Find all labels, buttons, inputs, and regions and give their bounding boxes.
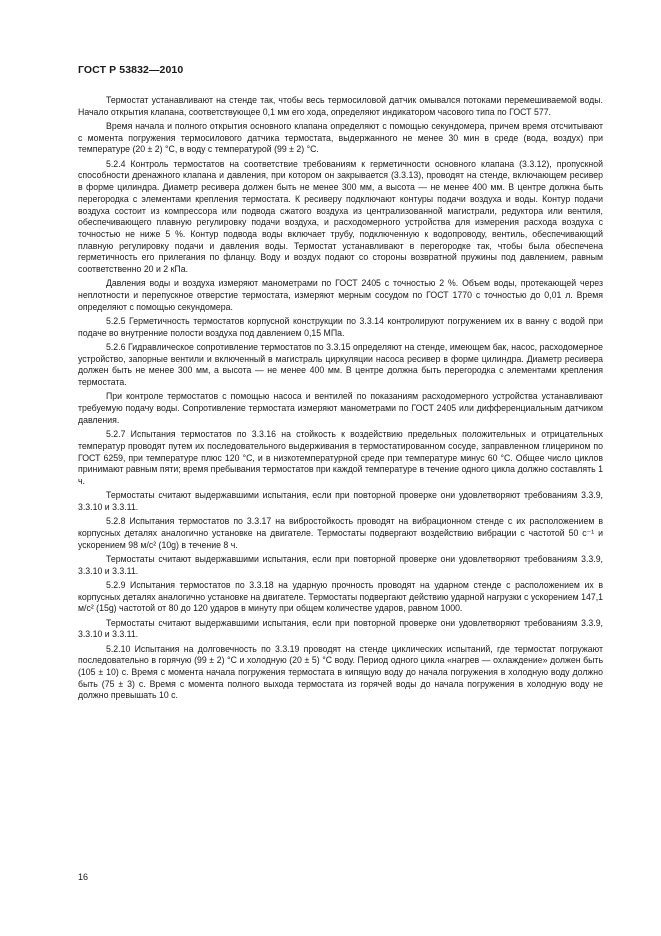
document-body — [78, 95, 603, 705]
paragraph: При контроле термостатов с помощью насоса и вентилей по показаниям расходомерного устройства устанавливают требуемую подачу воды. Сопротивление термостата измеряют манометрами по ГОСТ 2405 или дифференциальным датчиком давления. — [78, 391, 603, 425]
paragraph: 5.2.4 Контроль термостатов на соответствие требованиям к герметичности основного клапана (3.3.12), пропускной способности дренажного клапана и давления, при котором он закрывается (3.3.13), проводят на стенде, включающем ресивер в форме цилиндра. Диаметр ресивера должен быть не менее 300 мм, а высота — не менее 400 мм. В центре должна быть перегородка с элементами крепления термостата. К ресиверу подключают контуры подачи воздуха и воды. Контур подачи воздуха состоит из компрессора или подвода сжатого воздуха из централизованной магистрали, редуктора или вентиля, обеспечивающего плавную регулировку подачи воздуха, и расходомерного устройства для измерения расхода воздуха с точностью не ниже 5 %. Контур подвода воды включает трубу, подключенную к водопроводу, вентиль, обеспечивающий плавную регулировку подачи и давления воды. Термостат устанавливают в перегородке так, чтобы была обеспечена герметичность его прилегания по фланцу. Воду и воздух подают со стороны возвратной пружины под давлением, равным соответственно 20 и 2 кПа. — [78, 158, 603, 275]
paragraph: Термостат устанавливают на стенде так, чтобы весь термосиловой датчик омывался потоками перемешиваемой воды. Начало открытия клапана, соответствующее 0,1 мм его хода, определяют индикатором часового типа по ГОСТ 577. — [78, 95, 603, 117]
paragraph: 5.2.8 Испытания термостатов по 3.3.17 на вибростойкость проводят на вибрационном стенде с их расположением в корпусных деталях аналогично установке на двигателе. Термостаты подвергают воздействию вибрации с частотой 50 с⁻¹ и ускорением 98 м/с² (10g) в течение 8 ч. — [78, 516, 603, 550]
paragraph: Термостаты считают выдержавшими испытания, если при повторной проверке они удовлетворяют требованиям 3.3.9, 3.3.10 и 3.3.11. — [78, 553, 603, 576]
paragraph: 5.2.6 Гидравлическое сопротивление термостатов по 3.3.15 определяют на стенде, имеющем бак, насос, расходомерное устройство, запорные вентили и включенный в магистраль циркуляции насоса ресивер в форме цилиндра. Диаметр ресивера должен быть не менее 300 мм, а высота — не менее 400 мм. В центре должна быть перегородка с элементами крепления термостата. — [78, 342, 603, 388]
paragraph: Термостаты считают выдержавшими испытания, если при повторной проверке они удовлетворяют требованиям 3.3.9, 3.3.10 и 3.3.11. — [78, 617, 603, 640]
paragraph: 5.2.7 Испытания термостатов по 3.3.16 на стойкость к воздействию предельных положительных и отрицательных температур проводят путем их последовательного выдерживания в термостатированном сосуде, заправленном глицерином по ГОСТ 6259, при температуре плюс 120 °С, и в низкотемпературной среде при температуре минус 60 °С. Общее число циклов принимают равным пяти; время пребывания термостатов при каждой температуре в течение одного цикла должно составлять 1 ч. — [78, 429, 603, 486]
paragraph: Термостаты считают выдержавшими испытания, если при повторной проверке они удовлетворяют требованиям 3.3.9, 3.3.10 и 3.3.11. — [78, 490, 603, 512]
paragraph: 5.2.5 Герметичность термостатов корпусной конструкции по 3.3.14 контролируют погружением их в ванну с водой при подаче во внутренние полости воздуха под давлением 0,15 МПа. — [78, 316, 603, 338]
paragraph: Время начала и полного открытия основного клапана определяют с помощью секундомера, причем время отсчитывают с момента погружения термосилового датчика термостата, выдержанного не менее 30 мин в среде (вода, воздух) при температуре (20 ± 2) °С, в воду с температурой (99 ± 2) °С. — [78, 121, 603, 155]
paragraph: Давления воды и воздуха измеряют манометрами по ГОСТ 2405 с точностью 2 %. Объем воды, протекающей через неплотности и перепускное отверстие термостата, измеряют мерным сосудом по ГОСТ 1770 с точностью до 0,01 л. Время определяют с помощью секундомера. — [78, 278, 603, 312]
paragraph: 5.2.10 Испытания на долговечность по 3.3.19 проводят на стенде циклических испытаний, где термостат погружают последовательно в горячую (99 ± 2) °С и холодную (20 ± 5) °С воду. Период одного цикла «нагрев — охлаждение» должен быть (105 ± 10) с. Время с момента начала погружения термостата в кипящую воду до начала погружения в холодную воду должно быть (75 ± 3) с. Время с момента полного выхода термостата из горячей воды до начала погружения в холодную воду не должно превышать 10 с. — [78, 643, 603, 701]
document-header: ГОСТ Р 53832—2010 — [78, 64, 184, 76]
page-number: 16 — [78, 872, 89, 882]
paragraph: 5.2.9 Испытания термостатов по 3.3.18 на ударную прочность проводят на ударном стенде с расположением их в корпусных деталях аналогично установке на двигателе. Термостаты подвергают действию ударной нагрузки с ускорением 147,1 м/с² (15g) частотой от 80 до 120 ударов в минуту при общем количестве ударов, равном 1000. — [78, 579, 603, 614]
